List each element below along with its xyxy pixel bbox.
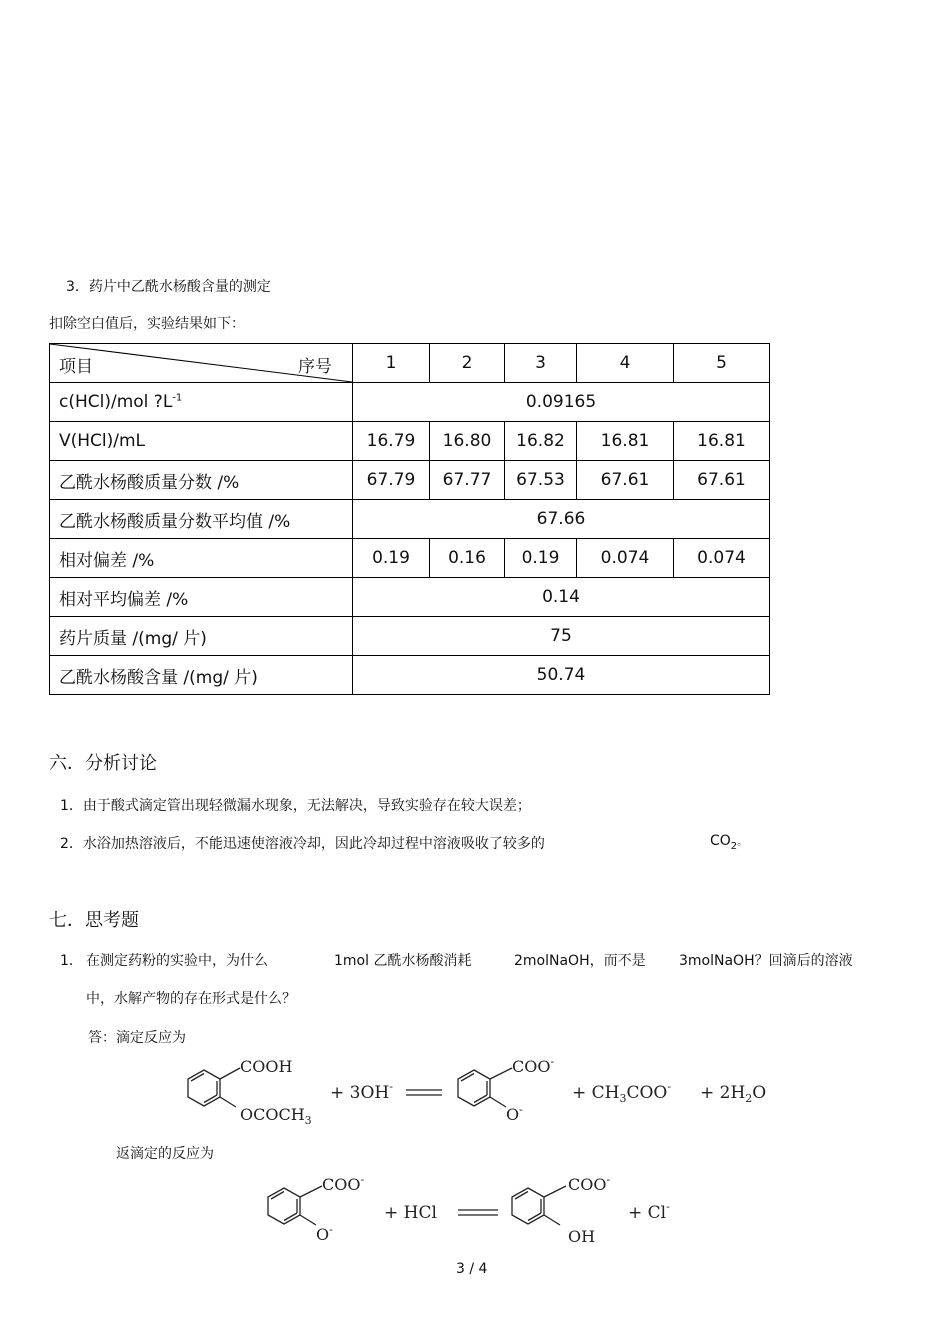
header-item: 项目 (59, 357, 93, 377)
col-header: 2 (430, 344, 505, 383)
content-label: 乙酰水杨酸含量 /(mg/ 片) (50, 656, 353, 695)
dev-value: 0.19 (353, 539, 430, 578)
v-value: 16.81 (674, 422, 770, 461)
svg-text:+ 2H2O: + $2H_2O$ (700, 1083, 767, 1105)
col-header: 3 (505, 344, 577, 383)
titration-reaction (170, 1050, 780, 1135)
svg-text:OH: OH (568, 1227, 596, 1246)
svg-text:OCOCH3: $OCOCH_3$ (240, 1105, 312, 1127)
svg-text:COO-: COO- (322, 1173, 365, 1194)
section6-heading: 六．分析讨论 (49, 753, 157, 774)
q1-part-b: 1mol 乙酰水杨酸消耗 (334, 953, 472, 969)
svg-text:+ 3OH-: + 3OH- (330, 1080, 393, 1103)
dev-value: 0.074 (577, 539, 674, 578)
co2-formula: $CO_2$。 (710, 833, 748, 852)
table-row (50, 344, 770, 383)
v-value: 16.82 (505, 422, 577, 461)
svg-text:O-: O- (506, 1103, 523, 1124)
dev-value: 0.074 (674, 539, 770, 578)
col-header: 1 (353, 344, 430, 383)
benzene-ring-icon (268, 1186, 322, 1225)
svg-text:+ Cl-: + Cl- (628, 1200, 670, 1223)
v-label: V(HCl)/mL (50, 422, 353, 461)
header-seq: 序号 (298, 357, 332, 377)
svg-text:+ CH3COO-: + $CH_3COO^-$ (572, 1080, 672, 1105)
c-sup: -1 (172, 392, 183, 404)
w-value: 67.53 (505, 461, 577, 500)
avg-label: 乙酰水杨酸质量分数平均值 /% (50, 500, 353, 539)
w-value: 67.79 (353, 461, 430, 500)
w-label: 乙酰水杨酸质量分数 /% (50, 461, 353, 500)
header-diagonal-cell (50, 344, 353, 383)
avg-value: 67.66 (353, 500, 770, 539)
table-row (50, 500, 770, 539)
c-value: 0.09165 (353, 383, 770, 422)
v-value: 16.81 (577, 422, 674, 461)
w-value: 67.61 (577, 461, 674, 500)
table-row (50, 539, 770, 578)
mass-value: 75 (353, 617, 770, 656)
q1-part-a: 在测定药粉的实验中，为什么 (86, 953, 268, 969)
back-titration-label: 返滴定的反应为 (116, 1146, 214, 1162)
table-row (50, 383, 770, 422)
benzene-ring-icon (512, 1186, 566, 1225)
benzene-ring-icon (458, 1068, 512, 1107)
q1-line2: 中，水解产物的存在形式是什么？ (86, 991, 296, 1007)
q1-part-d: 3molNaOH？回滴后的溶液 (679, 953, 853, 969)
svg-text:COOH: COOH (240, 1057, 293, 1076)
svg-text:O-: O- (316, 1223, 333, 1244)
avgdev-label: 相对平均偏差 /% (50, 578, 353, 617)
w-value: 67.61 (674, 461, 770, 500)
table-row (50, 461, 770, 500)
dev-value: 0.16 (430, 539, 505, 578)
dev-label: 相对偏差 /% (50, 539, 353, 578)
avgdev-value: 0.14 (353, 578, 770, 617)
benzene-ring-icon (188, 1068, 240, 1107)
section7-heading: 七．思考题 (49, 910, 139, 931)
back-titration-reaction (250, 1170, 710, 1250)
svg-text:+ HCl: + HCl (384, 1203, 437, 1223)
content-value: 50.74 (353, 656, 770, 695)
answer-label: 答：滴定反应为 (88, 1030, 186, 1046)
dev-value: 0.19 (505, 539, 577, 578)
q1-number: 1． (60, 953, 83, 969)
v-value: 16.80 (430, 422, 505, 461)
section3-heading: 3．药片中乙酰水杨酸含量的测定 (66, 279, 271, 295)
table-row (50, 578, 770, 617)
table-row (50, 617, 770, 656)
c-label: c(HCl)/mol $?L^{-1}$ (50, 383, 353, 422)
equals-sign (458, 1210, 498, 1215)
section6-item2: 2．水浴加热溶液后，不能迅速使溶液冷却，因此冷却过程中溶液吸收了较多的 (60, 836, 545, 852)
col-header: 5 (674, 344, 770, 383)
equals-sign (406, 1090, 442, 1095)
svg-text:COO-: COO- (568, 1173, 611, 1194)
v-value: 16.79 (353, 422, 430, 461)
results-table (49, 343, 770, 695)
w-value: 67.77 (430, 461, 505, 500)
mass-label: 药片质量 /(mg/ 片) (50, 617, 353, 656)
table-row (50, 656, 770, 695)
table-row (50, 422, 770, 461)
page-number: 3 / 4 (456, 1261, 488, 1277)
q1-part-c: 2molNaOH，而不是 (514, 953, 646, 969)
section3-intro: 扣除空白值后，实验结果如下： (49, 316, 245, 332)
col-header: 4 (577, 344, 674, 383)
svg-text:COO-: COO- (512, 1055, 555, 1076)
section6-item1: 1．由于酸式滴定管出现轻微漏水现象，无法解决，导致实验存在较大误差； (60, 798, 531, 814)
